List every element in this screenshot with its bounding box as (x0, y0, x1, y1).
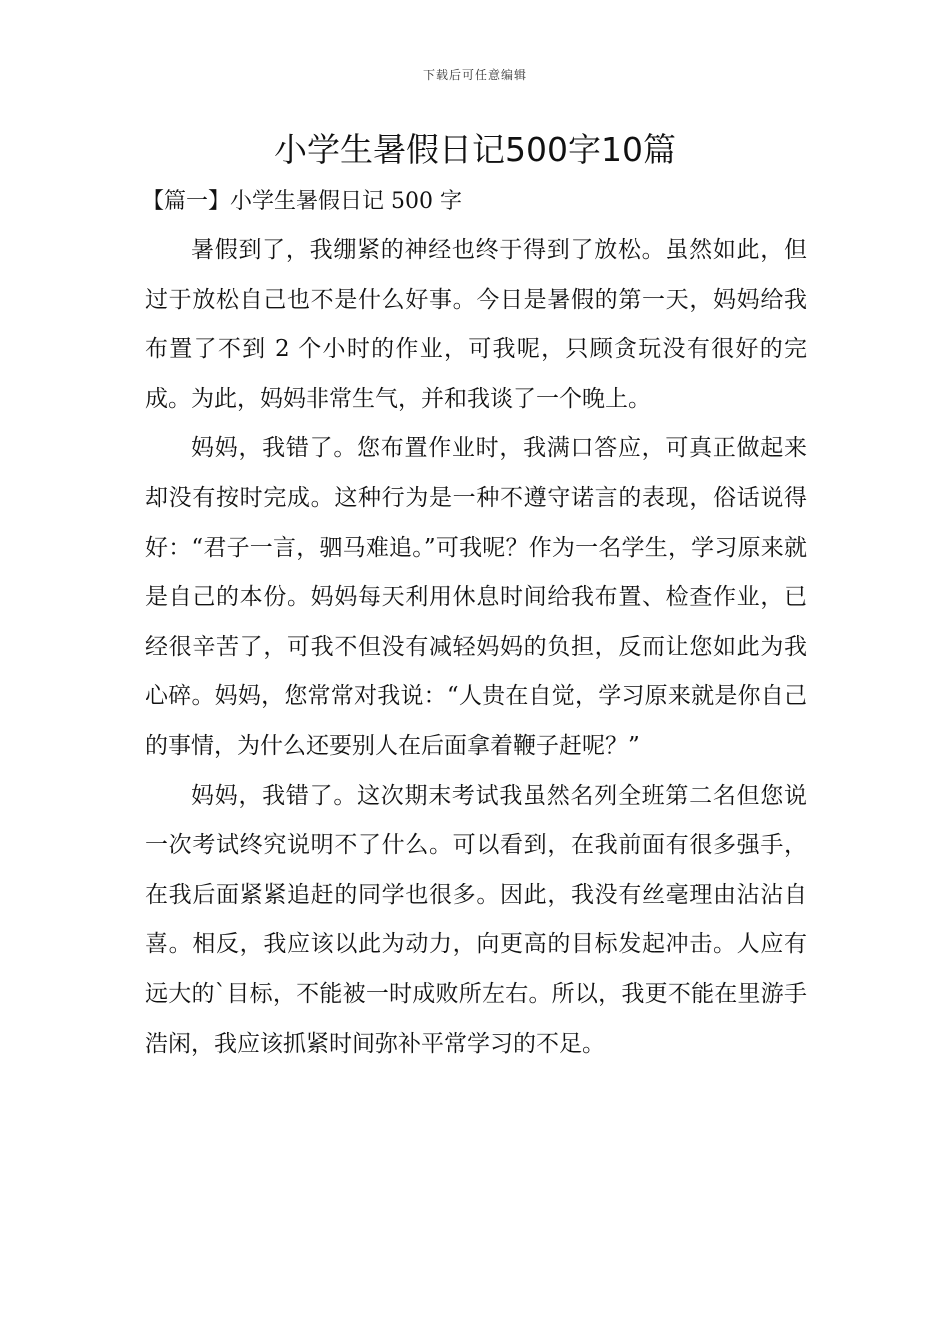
page-title: 小学生暑假日记500字10篇 (274, 130, 676, 169)
paragraph-2: 妈妈，我错了。您布置作业时，我满口答应，可真正做起来却没有按时完成。这种行为是一种不遵守诺言的表现，俗话说得好：“君子一言，驷马难追。”可我呢？作为一名学生，学习原来就是自己的本份。妈妈每天利用休息时间给我布置、检查作业，已经很辛苦了，可我不但没有减轻妈妈的负担，反而让您如此为我心碎。妈妈，您常常对我说：“人贵在自觉，学习原来就是你自己的事情，为什么还要别人在后面拿着鞭子赶呢？” (145, 435, 807, 759)
header-note: 下载后可任意编辑 (422, 68, 527, 82)
document-body (145, 226, 807, 1069)
paragraph-3: 妈妈，我错了。这次期末考试我虽然名列全班第二名但您说一次考试终究说明不了什么。可以看到，在我前面有很多强手，在我后面紧紧追赶的同学也很多。因此，我没有丝毫理由沾沾自喜。相反，我应该以此为动力，向更高的目标发起冲击。人应有远大的`目标，不能被一时成败所左右。所以，我更不能在里游手浩闲，我应该抓紧时间弥补平常学习的不足。 (145, 782, 807, 1057)
section-heading: 【篇一】小学生暑假日记 500 字 (142, 189, 462, 214)
paragraph-1: 暑假到了，我绷紧的神经也终于得到了放松。虽然如此，但过于放松自己也不是什么好事。今日是暑假的第一天，妈妈给我布置了不到 2 个小时的作业，可我呢，只顾贪玩没有很好的完成。为此，妈妈非常生气，并和我谈了一个晚上。 (145, 237, 807, 412)
